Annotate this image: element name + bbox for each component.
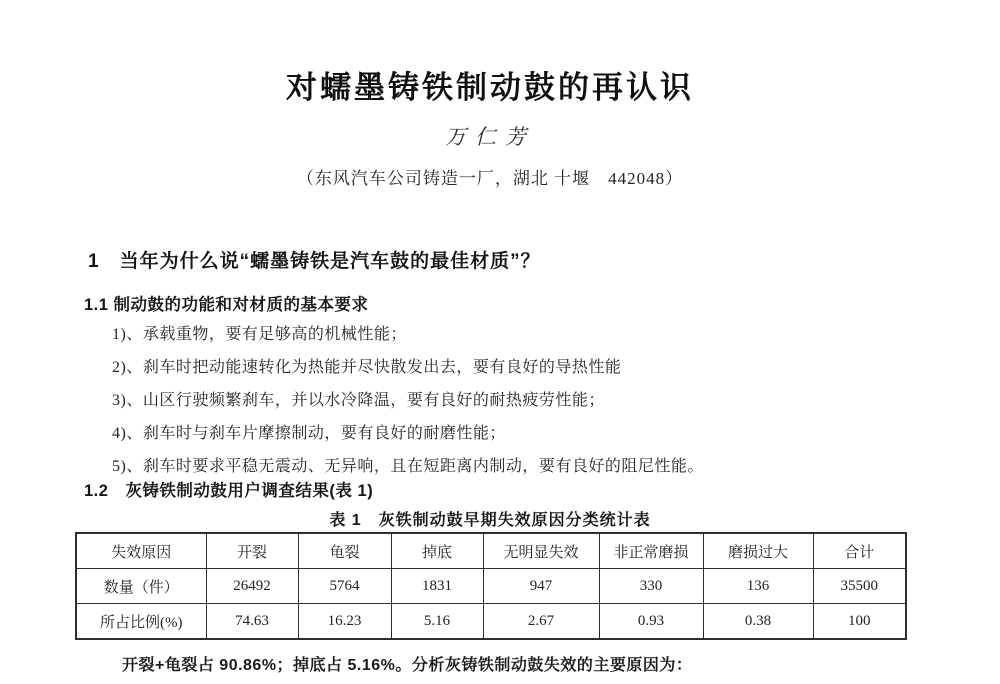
table-cell: 35500 bbox=[813, 569, 906, 604]
table-cell: 0.93 bbox=[599, 604, 703, 640]
table-header-cell: 无明显失效 bbox=[483, 533, 599, 569]
author-name: 万仁芳 bbox=[445, 125, 535, 149]
table-caption: 表 1 灰铁制动鼓早期失效原因分类统计表 bbox=[329, 512, 651, 529]
table-cell: 330 bbox=[599, 569, 703, 604]
requirement-item-3: 3)、山区行驶频繁刹车，并以水冷降温，要有良好的耐热疲劳性能； bbox=[112, 392, 605, 409]
table-header-cell: 磨损过大 bbox=[703, 533, 813, 569]
row-label-cell: 所占比例(%) bbox=[76, 604, 206, 640]
table-header-cell: 开裂 bbox=[206, 533, 298, 569]
row-label-cell: 数量（件） bbox=[76, 569, 206, 604]
table-cell: 16.23 bbox=[298, 604, 391, 640]
author-affiliation: （东风汽车公司铸造一厂，湖北 十堰 442048） bbox=[296, 169, 684, 188]
table-header-cell: 合计 bbox=[813, 533, 906, 569]
table-cell: 1831 bbox=[391, 569, 483, 604]
requirement-item-2: 2)、刹车时把动能速转化为热能并尽快散发出去，要有良好的导热性能 bbox=[112, 359, 622, 376]
failure-statistics-table bbox=[75, 532, 907, 640]
requirements-list bbox=[112, 318, 704, 483]
requirement-item-4: 4)、刹车时与刹车片摩擦制动，要有良好的耐磨性能； bbox=[112, 425, 506, 442]
section-1-2-heading: 1.2 灰铸铁制动鼓用户调查结果(表 1) bbox=[84, 482, 374, 500]
document-title: 对蠕墨铸铁制动鼓的再认识 bbox=[286, 70, 694, 105]
table-cell: 136 bbox=[703, 569, 813, 604]
failure-table-container bbox=[75, 532, 905, 640]
requirement-item-5: 5)、刹车时要求平稳无震动、无异响，且在短距离内制动，要有良好的阻尼性能。 bbox=[112, 458, 704, 475]
table-cell: 2.67 bbox=[483, 604, 599, 640]
table-cell: 26492 bbox=[206, 569, 298, 604]
section-1-heading: 1 当年为什么说“蠕墨铸铁是汽车鼓的最佳材质”？ bbox=[88, 251, 541, 272]
table-cell: 5764 bbox=[298, 569, 391, 604]
section-1-1-heading: 1.1 制动鼓的功能和对材质的基本要求 bbox=[84, 296, 369, 314]
table-cell: 5.16 bbox=[391, 604, 483, 640]
table-cell: 0.38 bbox=[703, 604, 813, 640]
table-cell: 947 bbox=[483, 569, 599, 604]
table-header-row bbox=[76, 533, 906, 569]
table-header-cell: 失效原因 bbox=[76, 533, 206, 569]
table-header-cell: 非正常磨损 bbox=[599, 533, 703, 569]
table-cell: 100 bbox=[813, 604, 906, 640]
table-row-quantity bbox=[76, 569, 906, 604]
table-header-cell: 掉底 bbox=[391, 533, 483, 569]
closing-paragraph: 开裂+龟裂占 90.86%；掉底占 5.16%。分析灰铸铁制动鼓失效的主要原因为： bbox=[122, 657, 693, 674]
requirement-item-1: 1)、承载重物，要有足够高的机械性能； bbox=[112, 326, 407, 343]
table-cell: 74.63 bbox=[206, 604, 298, 640]
table-header-cell: 龟裂 bbox=[298, 533, 391, 569]
table-row-percentage bbox=[76, 604, 906, 640]
